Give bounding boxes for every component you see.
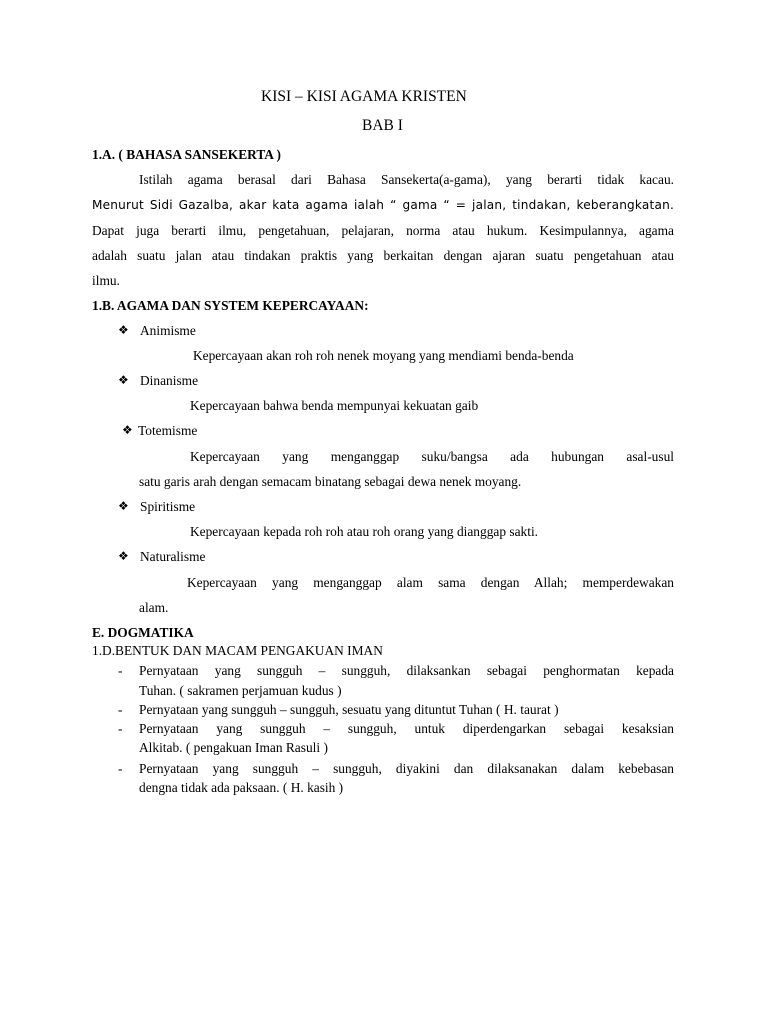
section-a-line-1: Istilah agama berasal dari Bahasa Sansekerta(a-gama), yang berarti tidak kacau.: [139, 172, 674, 187]
item-naturalisme-term: Naturalisme: [140, 549, 206, 564]
dash-marker: -: [118, 663, 123, 678]
section-e-heading: E. DOGMATIKA: [92, 625, 194, 640]
dash-marker: -: [118, 702, 123, 717]
bullet-diamond-icon: ❖: [118, 499, 129, 513]
document-title: KISI – KISI AGAMA KRISTEN: [261, 88, 467, 105]
chapter-title: BAB I: [362, 117, 403, 134]
pengakuan-item-1-line-2: Tuhan. ( sakramen perjamuan kudus ): [139, 683, 342, 698]
item-naturalisme-desc-2: alam.: [139, 600, 169, 615]
dash-marker: -: [118, 761, 123, 776]
pengakuan-item-3-line-1: Pernyataan yang sungguh – sungguh, untuk diperdengarkan sebagai kesaksian: [139, 721, 674, 736]
item-totemisme-desc-2: satu garis arah dengan semacam binatang sebagai dewa nenek moyang.: [139, 474, 522, 489]
section-b-heading: 1.B. AGAMA DAN SYSTEM KEPERCAYAAN:: [92, 298, 369, 313]
section-a-line-4: adalah suatu jalan atau tindakan praktis yang berkaitan dengan ajaran suatu pengetahuan atau: [92, 248, 674, 263]
section-a-line-3: Dapat juga berarti ilmu, pengetahuan, pelajaran, norma atau hukum. Kesimpulannya, agama: [92, 223, 674, 238]
section-e-subheading: 1.D.BENTUK DAN MACAM PENGAKUAN IMAN: [92, 643, 383, 658]
bullet-diamond-icon: ❖: [118, 373, 129, 387]
dash-marker: -: [118, 721, 123, 736]
section-a-line-5: ilmu.: [92, 273, 120, 288]
bullet-diamond-icon: ❖: [118, 323, 129, 337]
pengakuan-item-2-line-1: Pernyataan yang sungguh – sungguh, sesuatu yang dituntut Tuhan ( H. taurat ): [139, 702, 559, 717]
pengakuan-item-4-line-1: Pernyataan yang sungguh – sungguh, diyakini dan dilaksanakan dalam kebebasan: [139, 761, 674, 776]
pengakuan-item-1-line-1: Pernyataan yang sungguh – sungguh, dilaksankan sebagai penghormatan kepada: [139, 663, 674, 678]
item-totemisme-term: Totemisme: [138, 423, 198, 438]
pengakuan-item-3-line-2: Alkitab. ( pengakuan Iman Rasuli ): [139, 740, 328, 755]
pengakuan-item-4-line-2: dengna tidak ada paksaan. ( H. kasih ): [139, 780, 344, 795]
item-naturalisme-desc-1: Kepercayaan yang menganggap alam sama dengan Allah; memperdewakan: [187, 575, 674, 590]
section-a-heading: 1.A. ( BAHASA SANSEKERTA ): [92, 147, 282, 162]
item-dinanisme-term: Dinanisme: [140, 373, 199, 388]
item-spiritisme-term: Spiritisme: [140, 499, 196, 514]
item-dinanisme-desc: Kepercayaan bahwa benda mempunyai kekuatan gaib: [190, 398, 479, 413]
item-animisme-term: Animisme: [140, 323, 196, 338]
bullet-diamond-icon: ❖: [122, 423, 133, 437]
item-animisme-desc: Kepercayaan akan roh roh nenek moyang yang mendiami benda-benda: [193, 348, 574, 363]
item-totemisme-desc-1: Kepercayaan yang menganggap suku/bangsa ada hubungan asal-usul: [190, 449, 674, 464]
item-spiritisme-desc: Kepercayaan kepada roh roh atau roh orang yang dianggap sakti.: [190, 524, 539, 539]
section-a-line-2: Menurut Sidi Gazalba, akar kata agama ialah “ gama “ = jalan, tindakan, keberangkatan.: [92, 198, 674, 212]
bullet-diamond-icon: ❖: [118, 549, 129, 563]
